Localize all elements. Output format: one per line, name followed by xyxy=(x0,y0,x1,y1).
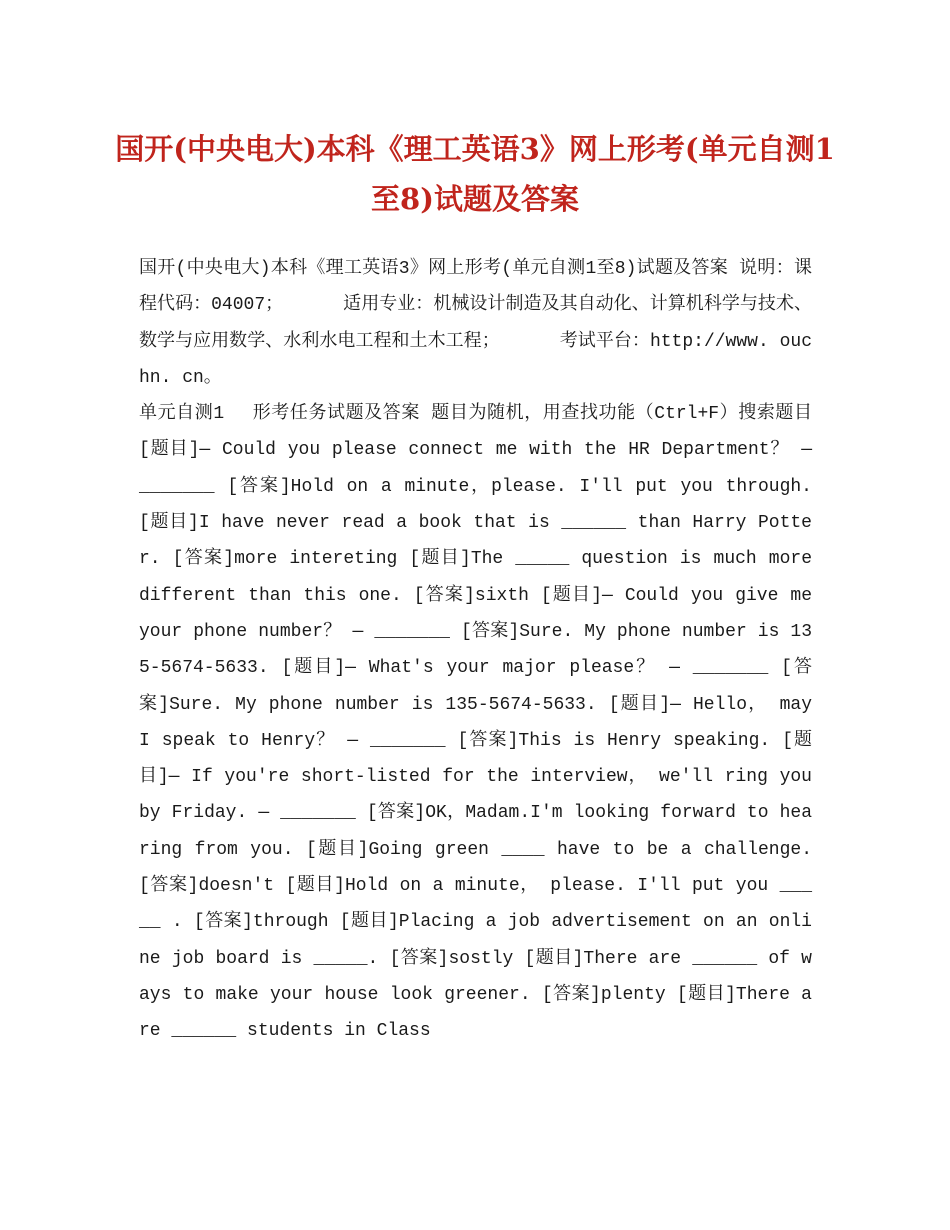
intro-platform: 考试平台：http://www. ouchn. cn。 xyxy=(139,331,813,388)
intro-majors: 适用专业：机械设计制造及其自动化、计算机科学与技术、数学与应用数学、水利水电工程和土木工程； xyxy=(139,295,812,352)
section-heading: 单元自测1 xyxy=(139,404,225,425)
intro-course-info: 国开(中央电大)本科《理工英语3》网上形考(单元自测1至8)试题及答案 说明：课程代码：04007； xyxy=(139,259,812,316)
section-paragraph xyxy=(139,396,812,1049)
section-text: 形考任务试题及答案 题目为随机，用查找功能（Ctrl+F）搜索题目 [题目]— Could you please connect me with the HR Department？ — _______ [答案]Hold on a minute，please. I′ll put you through. [题目]I have never read a book that is ______ than Harry Potter. [答案]more intereting [题目]The _____ question is much more different than this one. [答案]sixth [题目]— Could you give me your phone number？ — _______ [答案]Sure. My phone number is 135-5674-5633. [题目]— What′s your major please？ — _______ [答案]Sure. My phone number is 135-5674-5633. [题目]— Hello， may I speak to Henry？ — _______ [答案]This is Henry speaking. [题目]— If you′re short-listed for the interview， we′ll ring you by Friday. — _______ [答案]OK，Madam.I′m looking forward to hearing from you. [题目]Going green ____ have to be a challenge. [答案]doesn′t [题目]Hold on a minute， please. I′ll put you _____ . [答案]through [题目]Placing a job advertisement on an online job board is _____. [答案]sostly [题目]There are ______ of ways to make your house look greener. [答案]plenty [题目]There are ______ students in Class xyxy=(139,404,812,1042)
document-body xyxy=(139,251,812,1050)
document-title: 国开(中央电大)本科《理工英语3》网上形考(单元自测1至8)试题及答案 xyxy=(115,132,835,216)
intro-paragraph xyxy=(139,251,812,396)
